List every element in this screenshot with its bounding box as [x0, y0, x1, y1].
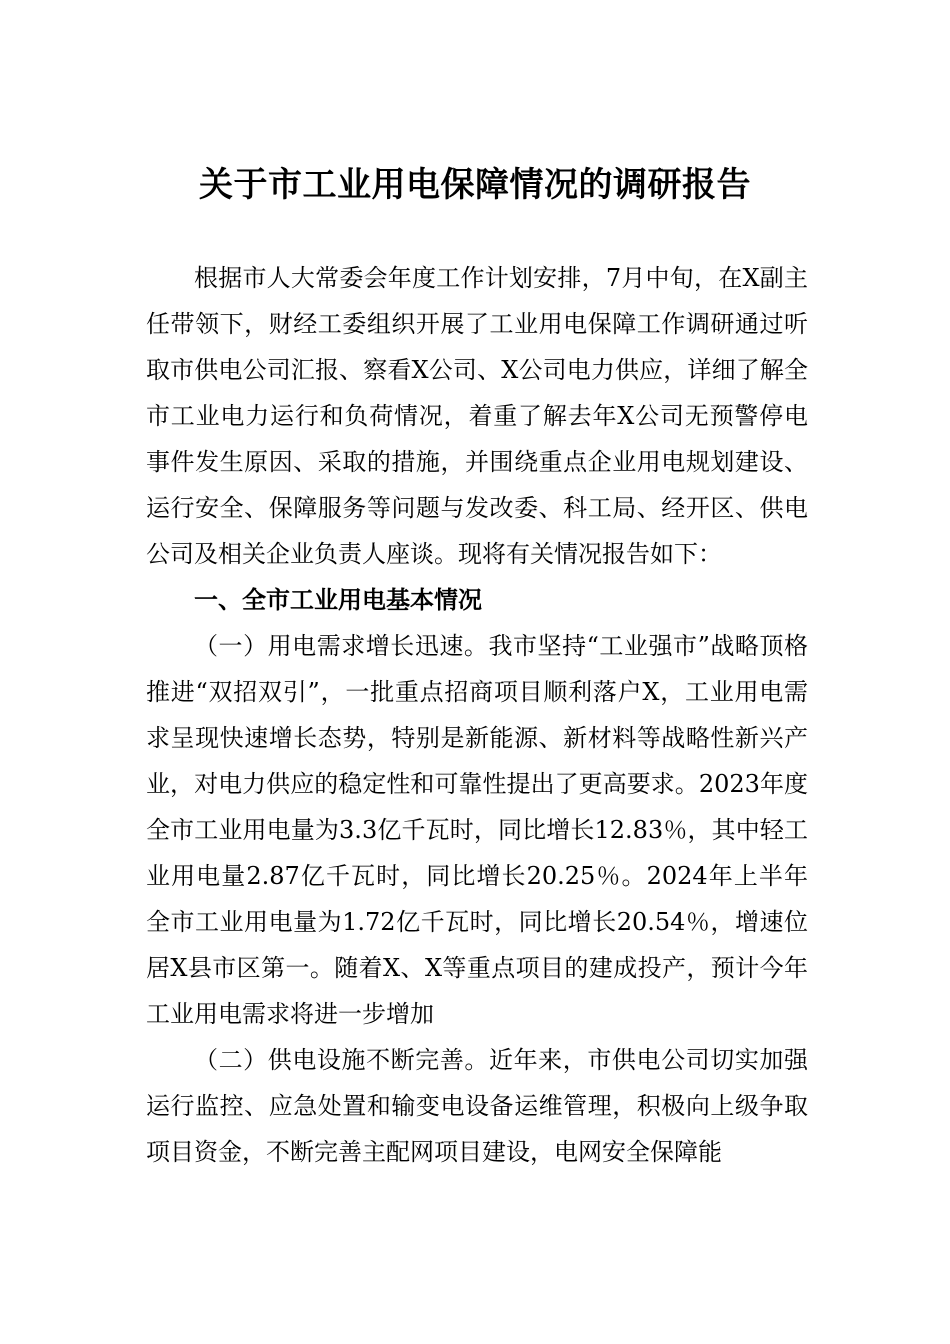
document-body: [146, 255, 808, 1175]
section-heading: 一、全市工业用电基本情况: [194, 586, 482, 614]
section-paragraph-facilities: （二）供电设施不断完善。近年来，市供电公司切实加强运行监控、应急处置和输变电设备运维管理，积极向上级争取项目资金，不断完善主配网项目建设，电网安全保障能: [146, 1046, 808, 1166]
document-title: 关于市工业用电保障情况的调研报告: [199, 165, 751, 205]
intro-paragraph: 根据市人大常委会年度工作计划安排，7月中旬，在X副主任带领下，财经工委组织开展了工业用电保障工作调研通过听取市供电公司汇报、察看X公司、X公司电力供应，详细了解全市工业电力运行和负荷情况，着重了解去年X公司无预警停电事件发生原因、采取的措施，并围绕重点企业用电规划建设、运行安全、保障服务等问题与发改委、科工局、经开区、供电公司及相关企业负责人座谈。现将有关情况报告如下：: [146, 264, 808, 568]
section-paragraph-demand: （一）用电需求增长迅速。我市坚持“工业强市”战略顶格推进“双招双引”，一批重点招商项目顺利落户X，工业用电需求呈现快速增长态势，特别是新能源、新材料等战略性新兴产业，对电力供应的稳定性和可靠性提出了更高要求。2023年度全市工业用电量为3.3亿千瓦时，同比增长12.83％，其中轻工业用电量2.87亿千瓦时，同比增长20.25％。2024年上半年全市工业用电量为1.72亿千瓦时，同比增长20.54％，增速位居X县市区第一。随着X、X等重点项目的建成投产，预计今年工业用电需求将进一步增加: [146, 632, 808, 1028]
